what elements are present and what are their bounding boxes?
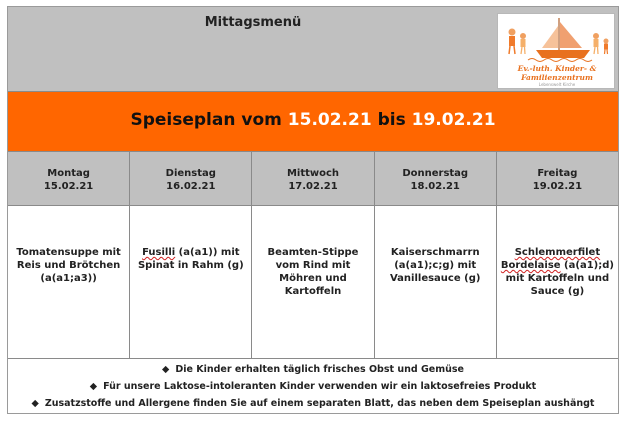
header xyxy=(8,7,618,92)
note-item xyxy=(8,395,618,412)
meal-friday xyxy=(497,206,618,358)
day-date: 19.02.21 xyxy=(532,181,583,192)
meal-line xyxy=(501,259,614,272)
note-text: Zusatzstoffe und Allergene finden Sie auf einem separaten Blatt, das neben dem Speiseplan aushängt xyxy=(44,398,595,409)
day-header-monday xyxy=(8,152,130,205)
day-header-tuesday xyxy=(130,152,252,205)
note-item xyxy=(8,378,618,395)
meal-line: vom Rind mit xyxy=(275,260,351,271)
banner-date-from: 15.02.21 xyxy=(287,110,372,130)
day-header-thursday xyxy=(375,152,497,205)
banner-prefix: Speiseplan vom xyxy=(130,110,282,130)
day-name: Mittwoch xyxy=(286,168,340,179)
meal-line: Kaiserschmarrn xyxy=(390,247,480,258)
logo xyxy=(497,13,615,89)
meal-line: Beamten-Stippe xyxy=(267,247,359,258)
day-name: Donnerstag xyxy=(402,168,469,179)
meal-line: Schlemmerfilet xyxy=(514,247,601,258)
meal-line-rest: (a(a1);d) xyxy=(560,260,614,271)
note-text: Die Kinder erhalten täglich frisches Obst und Gemüse xyxy=(175,364,464,375)
meal-line: mit Kartoffeln und xyxy=(505,273,610,284)
meal-line: Sauce (g) xyxy=(530,286,585,297)
meal-dish-name: Bordelaise xyxy=(500,260,561,271)
day-name: Dienstag xyxy=(165,168,216,179)
meal-dish-name: Fusilli xyxy=(142,247,176,258)
note-text: Für unsere Laktose-intoleranten Kinder verwenden wir ein laktosefreies Produkt xyxy=(103,381,537,392)
meal-line: Reis und Brötchen xyxy=(16,260,121,271)
day-name: Freitag xyxy=(537,168,578,179)
menu-banner xyxy=(8,92,618,152)
meal-line: Vanillesauce (g) xyxy=(389,273,481,284)
meal-line: Kartoffeln xyxy=(284,286,342,297)
day-date: 16.02.21 xyxy=(166,181,216,192)
day-date: 15.02.21 xyxy=(43,181,94,192)
day-date: 18.02.21 xyxy=(410,181,460,192)
note-item xyxy=(8,361,618,378)
day-name: Montag xyxy=(47,168,90,179)
menu-sheet xyxy=(7,6,619,414)
meal-line: Tomatensuppe mit xyxy=(16,247,121,258)
diamond-bullet-icon: ◆ xyxy=(31,398,39,409)
banner-middle: bis xyxy=(377,110,406,130)
page-title: Mittagsmenü xyxy=(204,15,302,30)
banner-title xyxy=(8,110,618,130)
meal-wednesday xyxy=(252,206,374,358)
meal-line xyxy=(134,246,247,259)
day-header-wednesday xyxy=(252,152,374,205)
sailboat-family-icon xyxy=(498,14,614,64)
diamond-bullet-icon: ◆ xyxy=(89,381,98,392)
weekday-header-row xyxy=(8,152,618,206)
meal-monday xyxy=(8,206,130,358)
notes-section xyxy=(8,361,618,413)
meal-line: Möhren und xyxy=(279,273,347,284)
meal-line: (a(a1);c;g) mit xyxy=(394,260,477,271)
meal-row xyxy=(8,206,618,359)
meal-line: Spinat in Rahm (g) xyxy=(137,260,244,271)
meal-tuesday xyxy=(130,206,252,358)
logo-text-line1: Ev.-luth. Kinder- & xyxy=(517,64,597,73)
day-date: 17.02.21 xyxy=(288,181,338,192)
logo-text-line2: Familienzentrum xyxy=(521,73,593,82)
banner-date-to: 19.02.21 xyxy=(411,110,496,130)
day-header-friday xyxy=(497,152,618,205)
diamond-bullet-icon: ◆ xyxy=(162,364,170,375)
meal-line: (a(a1;a3)) xyxy=(40,273,97,284)
logo-small-text: Lebenswelt Kirche xyxy=(538,82,576,87)
meal-thursday xyxy=(375,206,497,358)
meal-line-rest: (a(a1)) mit xyxy=(175,247,240,258)
